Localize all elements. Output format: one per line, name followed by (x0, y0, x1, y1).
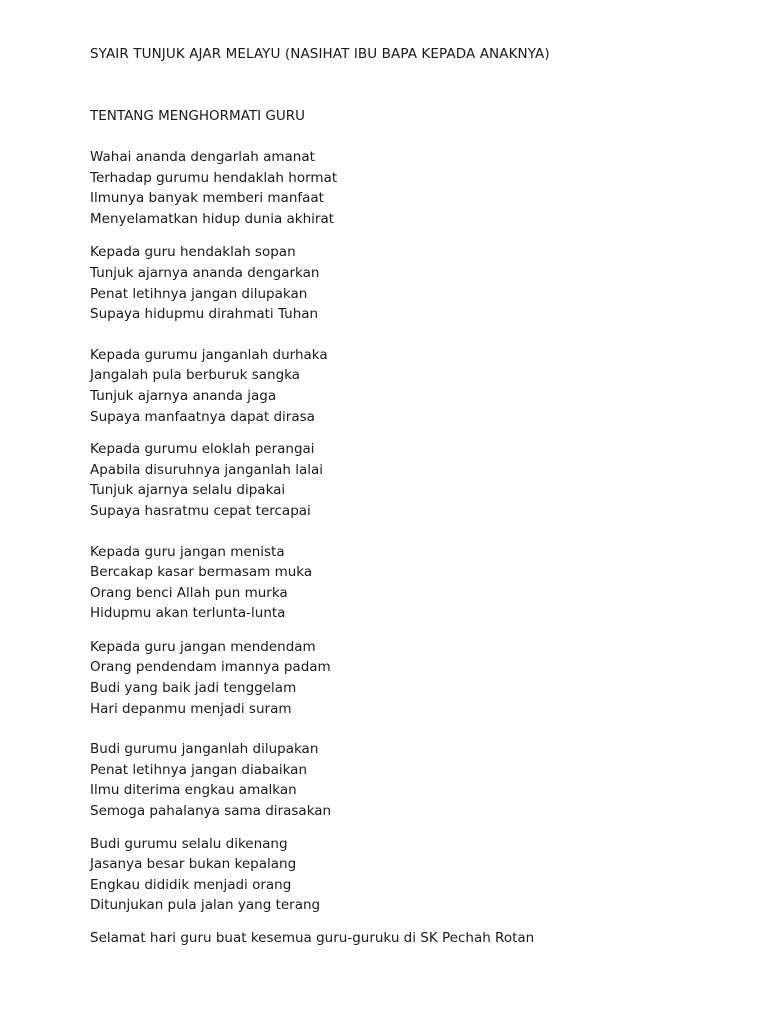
closing-message: Selamat hari guru buat kesemua guru-guruku di SK Pechah Rotan (90, 930, 535, 946)
poem-line: Supaya manfaatnya dapat dirasa (90, 408, 315, 425)
document-title: SYAIR TUNJUK AJAR MELAYU (NASIHAT IBU BAPA KEPADA ANAKNYA) (90, 46, 550, 62)
poem-line: Bercakap kasar bermasam muka (90, 564, 313, 581)
poem-line: Menyelamatkan hidup dunia akhirat (90, 210, 335, 227)
poem-line: Budi gurumu selalu dikenang (90, 835, 288, 852)
poem-line: Jasanya besar bukan kepalang (90, 856, 297, 873)
document-page (90, 44, 730, 948)
poem-line: Apabila disuruhnya janganlah lalai (90, 461, 324, 478)
poem-line: Penat letihnya jangan dilupakan (90, 285, 308, 302)
poem-line: Penat letihnya jangan diabaikan (90, 761, 308, 778)
poem-line: Ditunjukan pula jalan yang terang (90, 897, 321, 914)
section-heading: TENTANG MENGHORMATI GURU (90, 108, 306, 124)
poem-line: Orang pendendam imannya padam (90, 659, 331, 676)
poem-line: Kepada gurumu eloklah perangai (90, 441, 315, 458)
poem-line: Semoga pahalanya sama dirasakan (90, 803, 332, 820)
stanza-8 (90, 834, 730, 916)
poem-line: Tunjuk ajarnya selalu dipakai (90, 482, 286, 499)
poem-line: Terhadap gurumu hendaklah hormat (90, 169, 338, 186)
poem-line: Wahai ananda dengarlah amanat (90, 149, 315, 165)
stanza-7 (90, 739, 730, 821)
poem-line: Hari depanmu menjadi suram (90, 700, 292, 717)
poem-line: Jangalah pula berburuk sangka (90, 367, 301, 384)
poem-line: Kepada guru jangan mendendam (90, 638, 316, 655)
poem-line: Kepada guru jangan menista (90, 543, 285, 560)
poem-line: Kepada gurumu janganlah durhaka (90, 346, 328, 363)
poem-line: Kepada guru hendaklah sopan (90, 244, 296, 261)
poem-line: Ilmunya banyak memberi manfaat (90, 190, 324, 207)
stanza-3 (90, 345, 730, 427)
poem-line: Supaya hasratmu cepat tercapai (90, 502, 311, 519)
poem-line: Tunjuk ajarnya ananda jaga (90, 387, 277, 404)
poem-line: Budi yang baik jadi tenggelam (90, 680, 297, 697)
poem-line: Budi gurumu janganlah dilupakan (90, 741, 319, 758)
poem-line: Tunjuk ajarnya ananda dengarkan (90, 264, 320, 281)
stanza-6 (90, 637, 730, 719)
poem-line: Engkau dididik menjadi orang (90, 876, 292, 893)
stanza-2 (90, 242, 730, 324)
poem-line: Supaya hidupmu dirahmati Tuhan (90, 306, 319, 323)
stanza-1 (90, 147, 730, 229)
poem-line: Hidupmu akan terlunta-lunta (90, 605, 286, 622)
poem-line: Ilmu diterima engkau amalkan (90, 782, 297, 799)
poem-line: Orang benci Allah pun murka (90, 584, 288, 601)
stanza-5 (90, 542, 730, 624)
stanza-4 (90, 439, 730, 521)
